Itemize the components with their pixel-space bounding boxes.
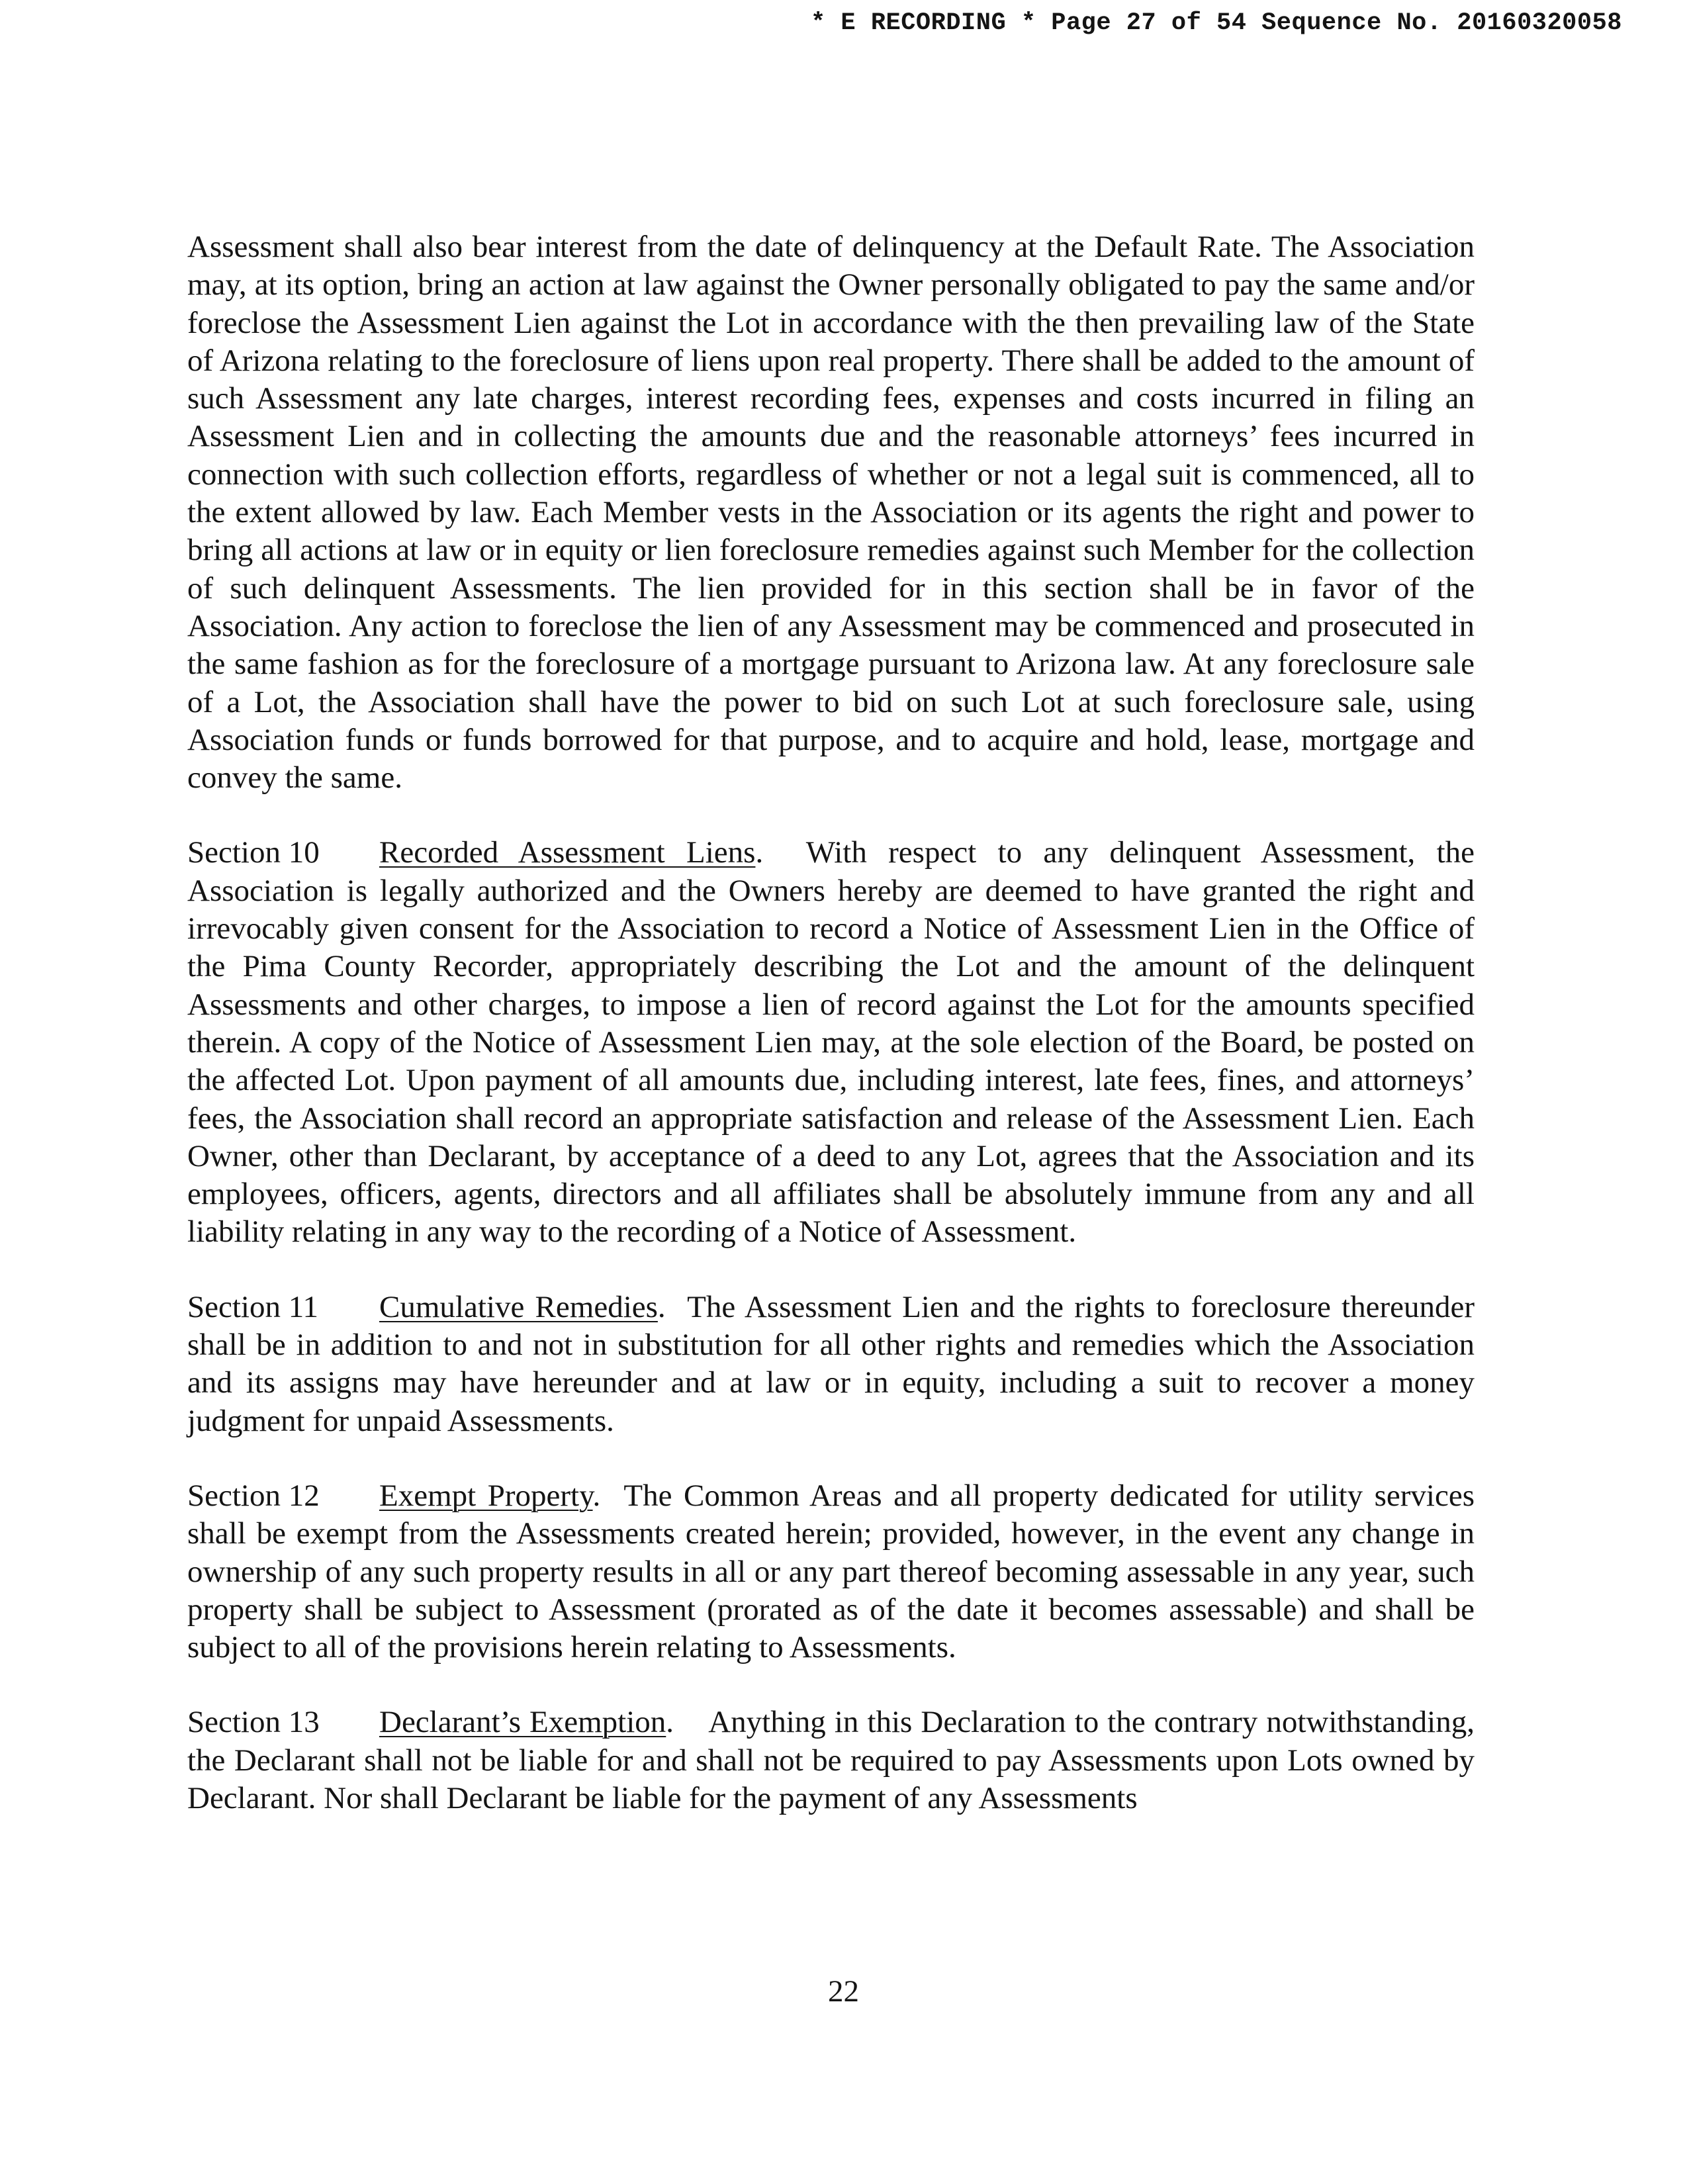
- page-number: 22: [828, 1974, 859, 2009]
- section-11-title-punct: .: [657, 1289, 666, 1324]
- section-11-label: Section 11: [187, 1289, 318, 1324]
- section-12: [187, 1477, 1475, 1666]
- section-10-label: Section 10: [187, 835, 320, 870]
- section-12-title: Exempt Property: [379, 1478, 593, 1513]
- section-13-title: Declarant’s Exemption: [379, 1705, 666, 1740]
- section-10-title-punct: .: [755, 835, 764, 870]
- section-10-body: With respect to any delinquent Assessment, the Association is legally authorized and the Owners hereby are deemed to have granted the right and irrevocably given consent for the Association to record a Notice of Assessment Lien in the Office of the Pima County Recorder, appropriately describing the Lot and the amount of the delinquent Assessments and other charges, to impose a lien of record against the Lot for the amounts specified therein. A copy of the Notice of Assessment Lien may, at the sole election of the Board, be posted on the affected Lot. Upon payment of all amounts due, including interest, late fees, fines, and attorneys’ fees, the Association shall record an appropriate satisfaction and release of the Assessment Lien. Each Owner, other than Declarant, by acceptance of a deed to any Lot, agrees that the Association and its employees, officers, agents, directors and all affiliates shall be absolutely immune from any and all liability relating in any way to the recording of a Notice of Assessment.: [187, 835, 1475, 1250]
- section-13-label: Section 13: [187, 1705, 320, 1740]
- document-body: [187, 228, 1475, 1854]
- section-13-title-punct: .: [666, 1705, 674, 1740]
- recording-header: * E RECORDING * Page 27 of 54 Sequence No. 20160320058: [811, 9, 1622, 37]
- section-10: [187, 834, 1475, 1251]
- section-11-title: Cumulative Remedies: [379, 1289, 658, 1324]
- section-13-body: Anything in this Declaration to the contrary notwithstanding, the Declarant shall not be liable for and shall not be required to pay Assessments upon Lots owned by Declarant. Nor shall Declarant be liable for the payment of any Assessments: [187, 1705, 1475, 1815]
- continuation-paragraph: Assessment shall also bear interest from the date of delinquency at the Default Rate. The Association may, at its option, bring an action at law against the Owner personally obligated to pay the same and/or foreclose the Assessment Lien against the Lot in accordance with the then prevailing law of the State of Arizona relating to the foreclosure of liens upon real property. There shall be added to the amount of such Assessment any late charges, interest recording fees, expenses and costs incurred in filing an Assessment Lien and in collecting the amounts due and the reasonable attorneys’ fees incurred in connection with such collection efforts, regardless of whether or not a legal suit is commenced, all to the extent allowed by law. Each Member vests in the Association or its agents the right and power to bring all actions at law or in equity or lien foreclosure remedies against such Member for the collection of such delinquent Assessments. The lien provided for in this section shall be in favor of the Association. Any action to foreclose the lien of any Assessment may be commenced and prosecuted in the same fashion as for the foreclosure of a mortgage pursuant to Arizona law. At any foreclosure sale of a Lot, the Association shall have the power to bid on such Lot at such foreclosure sale, using Association funds or funds borrowed for that purpose, and to acquire and hold, lease, mortgage and convey the same.: [187, 230, 1475, 796]
- section-11-body: The Assessment Lien and the rights to foreclosure thereunder shall be in addition to and not in substitution for all other rights and remedies which the Association and its assigns may have hereunder and at law or in equity, including a suit to recover a money judgment for unpaid Assessments.: [187, 1289, 1475, 1438]
- section-12-title-punct: .: [592, 1478, 601, 1513]
- section-13: [187, 1704, 1475, 1817]
- section-12-label: Section 12: [187, 1478, 320, 1513]
- section-11: [187, 1289, 1475, 1440]
- section-12-body: The Common Areas and all property dedicated for utility services shall be exempt from the Assessments created herein; provided, however, in the event any change in ownership of any such property results in all or any part thereof becoming assessable in any year, such property shall be subject to Assessment (prorated as of the date it becomes assessable) and shall be subject to all of the provisions herein relating to Assessments.: [187, 1478, 1475, 1665]
- section-10-title: Recorded Assessment Liens: [379, 835, 756, 870]
